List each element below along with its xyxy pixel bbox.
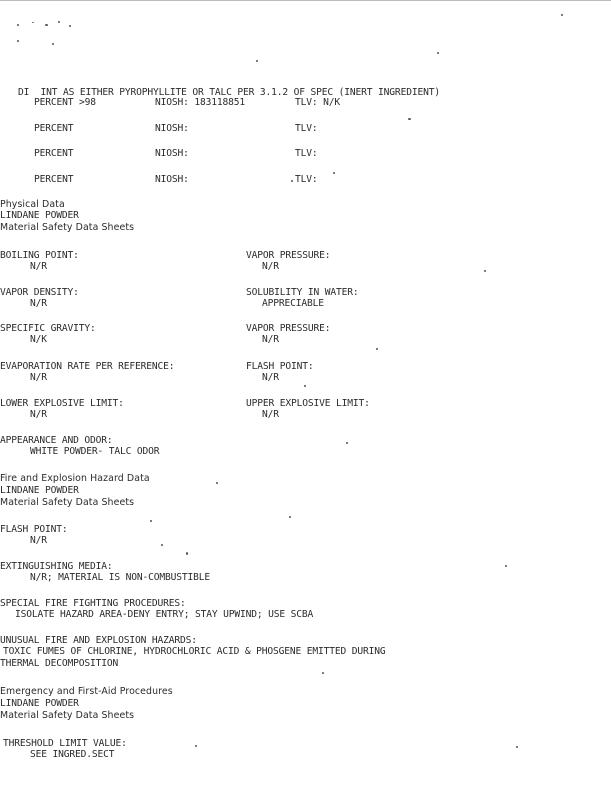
evaporation-rate-label: EVAPORATION RATE PER REFERENCE: — [0, 361, 175, 372]
upper-explosive-limit-label: UPPER EXPLOSIVE LIMIT: — [246, 398, 370, 409]
scan-speck — [437, 52, 439, 54]
extinguishing-media-label: EXTINGUISHING MEDIA: — [0, 561, 113, 572]
physical-section-title: Physical Data — [0, 199, 65, 210]
scan-speck — [161, 544, 163, 546]
ingredient-tlv: TLV: — [295, 174, 318, 185]
evaporation-rate-value: N/R — [30, 372, 47, 383]
scan-speck — [291, 180, 293, 182]
scan-speck — [516, 746, 518, 748]
ingredient-niosh: NIOSH: — [155, 123, 189, 134]
scan-speck — [216, 482, 218, 484]
emergency-section-title: Emergency and First-Aid Procedures — [0, 686, 173, 697]
ingredient-percent: PERCENT >98 — [34, 97, 96, 108]
ingredient-percent: PERCENT — [34, 148, 74, 159]
flash-point-value: N/R — [262, 372, 279, 383]
specific-gravity-label: SPECIFIC GRAVITY: — [0, 323, 96, 334]
ingredient-tlv: TLV: — [295, 123, 318, 134]
scan-speck — [69, 25, 71, 27]
scan-speck — [322, 672, 324, 674]
solubility-value: APPRECIABLE — [262, 298, 324, 309]
scan-speck — [195, 745, 197, 747]
ingredient-tlv: TLV: — [295, 148, 318, 159]
appearance-label: APPEARANCE AND ODOR: — [0, 435, 113, 446]
boiling-point-label: BOILING POINT: — [0, 250, 79, 261]
upper-explosive-limit-value: N/R — [262, 409, 279, 420]
ingredient-percent: PERCENT — [34, 174, 74, 185]
fire-flash-point-value: N/R — [30, 535, 47, 546]
flash-point-label: FLASH POINT: — [246, 361, 314, 372]
emergency-section-subtitle: Material Safety Data Sheets — [0, 710, 135, 721]
scan-speck — [376, 348, 378, 350]
extinguishing-media-value: N/R; MATERIAL IS NON-COMBUSTIBLE — [30, 572, 211, 583]
ingredient-tlv: TLV: N/K — [295, 97, 341, 108]
vapor-pressure-label: VAPOR PRESSURE: — [246, 250, 331, 261]
scan-speck — [484, 270, 486, 272]
scan-speck — [45, 24, 48, 26]
fire-flash-point-label: FLASH POINT: — [0, 524, 68, 535]
scan-speck — [346, 442, 348, 444]
fire-section-subtitle: Material Safety Data Sheets — [0, 497, 135, 508]
vapor-pressure-value: N/R — [262, 261, 279, 272]
lower-explosive-limit-label: LOWER EXPLOSIVE LIMIT: — [0, 398, 124, 409]
vapor-density-label: VAPOR DENSITY: — [0, 287, 79, 298]
scan-speck — [17, 40, 19, 42]
scan-edge-line — [0, 0, 611, 1]
scan-speck — [256, 60, 258, 62]
vapor-pressure-label: VAPOR PRESSURE: — [246, 323, 331, 334]
ingredient-note: DI INT AS EITHER PYROPHYLLITE OR TALC PER 3.1.2 OF SPEC (INERT INGREDIENT) — [18, 87, 440, 98]
fire-section-product: LINDANE POWDER — [0, 485, 79, 496]
appearance-value: WHITE POWDER- TALC ODOR — [30, 446, 160, 457]
solubility-label: SOLUBILITY IN WATER: — [246, 287, 359, 298]
unusual-hazards-label: UNUSUAL FIRE AND EXPLOSION HAZARDS: — [0, 635, 197, 646]
emergency-section-product: LINDANE POWDER — [0, 698, 79, 709]
scan-speck — [304, 385, 306, 387]
scan-speck — [58, 21, 60, 23]
special-procedures-value: ISOLATE HAZARD AREA-DENY ENTRY; STAY UPWIND; USE SCBA — [15, 609, 314, 620]
specific-gravity-value: N/K — [30, 334, 47, 345]
scan-speck — [186, 552, 188, 555]
physical-section-product: LINDANE POWDER — [0, 210, 79, 221]
boiling-point-value: N/R — [30, 261, 47, 272]
scan-speck — [561, 14, 563, 16]
threshold-limit-value: SEE INGRED.SECT — [30, 749, 115, 760]
lower-explosive-limit-value: N/R — [30, 409, 47, 420]
vapor-pressure-value: N/R — [262, 334, 279, 345]
ingredient-percent: PERCENT — [34, 123, 74, 134]
scan-speck — [289, 516, 291, 518]
scan-speck — [408, 118, 411, 120]
ingredient-niosh: NIOSH: — [155, 174, 189, 185]
physical-section-subtitle: Material Safety Data Sheets — [0, 222, 135, 233]
threshold-limit-label: THRESHOLD LIMIT VALUE: — [3, 738, 127, 749]
vapor-density-value: N/R — [30, 298, 47, 309]
unusual-hazards-value: THERMAL DECOMPOSITION — [0, 658, 119, 669]
scan-speck — [32, 22, 34, 23]
unusual-hazards-value: TOXIC FUMES OF CHLORINE, HYDROCHLORIC ACID & PHOSGENE EMITTED DURING — [3, 646, 386, 657]
scan-speck — [17, 24, 19, 26]
special-procedures-label: SPECIAL FIRE FIGHTING PROCEDURES: — [0, 598, 186, 609]
ingredient-niosh: NIOSH: — [155, 148, 189, 159]
scan-speck — [150, 520, 152, 522]
fire-section-title: Fire and Explosion Hazard Data — [0, 473, 150, 484]
scan-speck — [505, 565, 507, 567]
scan-speck — [333, 172, 335, 174]
scan-speck — [52, 43, 54, 45]
ingredient-niosh: NIOSH: 183118851 — [155, 97, 246, 108]
